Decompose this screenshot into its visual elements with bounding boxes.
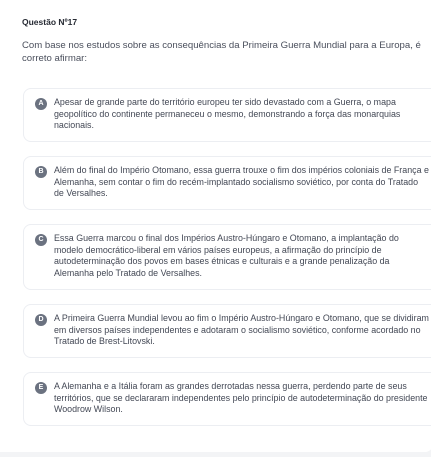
option-text: Além do final do Império Otomano, essa guerra trouxe o fim dos impérios coloniais de França e Alemanha, sem contar o fim do recém-implantado socialismo soviético, por conta do Tratado de Versalhes. [54,165,429,199]
option-e[interactable] [23,372,431,426]
option-letter-badge: D [35,314,47,326]
option-letter-badge: B [35,166,47,178]
option-d[interactable] [23,304,431,358]
option-letter-badge: A [35,98,47,110]
option-letter-badge: C [35,234,47,246]
option-text: A Alemanha e a Itália foram as grandes derrotadas nessa guerra, perdendo parte de seus territórios, que se declararam independentes pelo princípio de autodeterminação do presidente Woodrow Wilson. [54,381,428,415]
option-letter-badge: E [35,382,47,394]
option-a[interactable] [23,88,431,142]
option-c[interactable] [23,224,431,290]
option-b[interactable] [23,156,431,210]
question-number: Questão Nº17 [22,17,78,27]
option-text: Essa Guerra marcou o final dos Impérios Austro-Húngaro e Otomano, a implantação do modelo democrático-liberal em vários países europeus, a afirmação do princípio de autodeterminação dos povos em bases étnicas e culturais e a grande penalização da Alemanha pelo Tratado de Versalhes. [54,233,399,278]
option-text: A Primeira Guerra Mundial levou ao fim o Império Austro-Húngaro e Otomano, que se dividiram em diversos países independentes e adotaram o socialismo soviético, conforme acordado no Tratado de Brest-Litovski. [54,313,429,347]
question-prompt: Com base nos estudos sobre as consequências da Primeira Guerra Mundial para a Europa, é correto afirmar: [22,40,421,64]
option-text: Apesar de grande parte do território europeu ter sido devastado com a Guerra, o mapa geopolítico do continente permaneceu o mesmo, demonstrando a força das monarquias nacionais. [54,97,401,131]
